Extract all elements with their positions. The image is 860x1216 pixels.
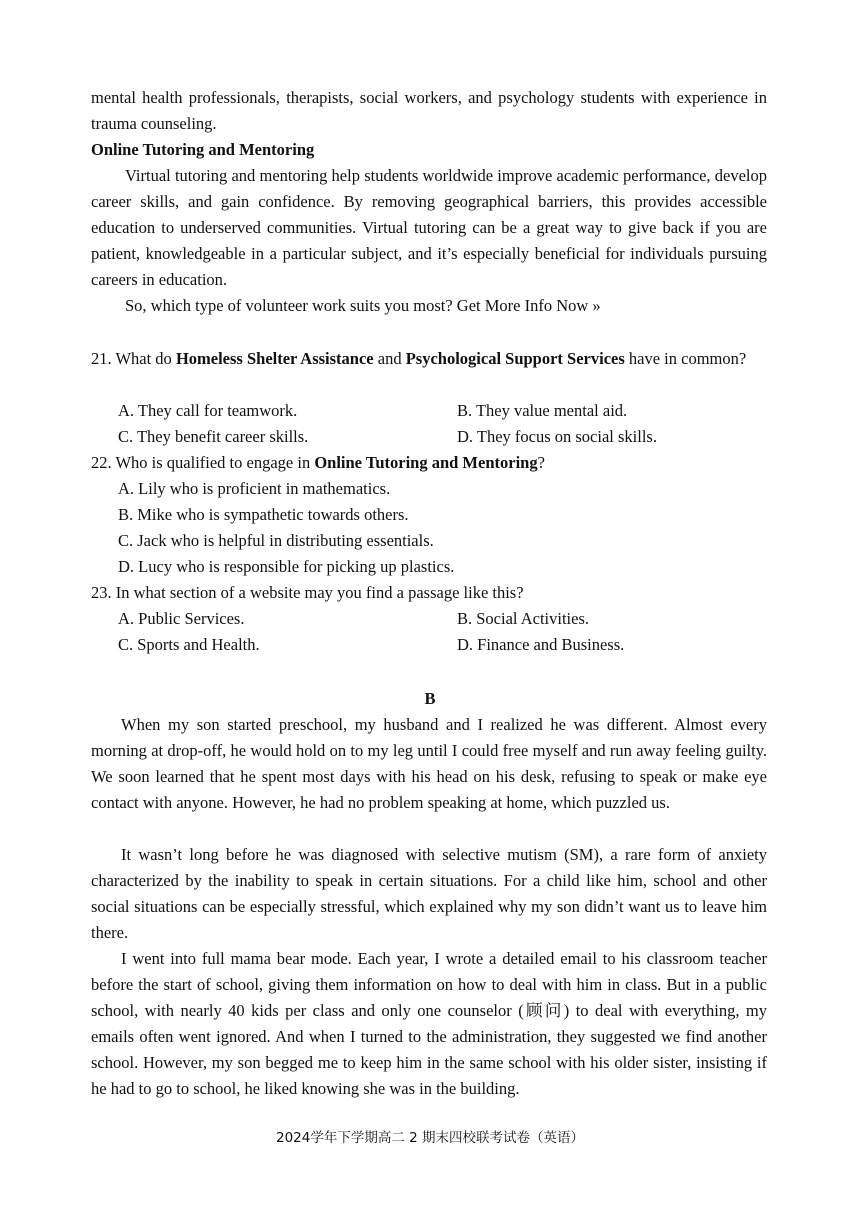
- q23-option-b: B. Social Activities.: [457, 609, 589, 628]
- q22-bold-term: Online Tutoring and Mentoring: [314, 453, 538, 472]
- page-footer: 2024学年下学期高二 2 期末四校联考试卷（英语）: [275, 1130, 585, 1146]
- tutoring-paragraph: Virtual tutoring and mentoring help students worldwide improve academic performance, develop career skills, and gain confidence. By removing geographical barriers, this provides accessible education to underserved communities. Virtual tutoring can be a great way to give back if you are patient, knowledgeable in a particular subject, and it’s especially beneficial for individuals pursuing careers in education.: [91, 166, 767, 289]
- q21-bold-term-2: Psychological Support Services: [405, 349, 625, 368]
- q21-option-c: C. They benefit career skills.: [118, 427, 309, 446]
- q23-option-c: C. Sports and Health.: [118, 635, 260, 654]
- q22-option-c: C. Jack who is helpful in distributing essentials.: [118, 531, 434, 550]
- q21-option-b: B. They value mental aid.: [457, 401, 628, 420]
- intro-paragraph: mental health professionals, therapists, social workers, and psychology students with experience in trauma counseling.: [91, 88, 767, 133]
- q23-option-a: A. Public Services.: [118, 609, 245, 628]
- passage-b-paragraph-1: When my son started preschool, my husband and I realized he was different. Almost every morning at drop-off, he would hold on to my leg until I could free myself and run away feeling guilty. We soon learned that he spent most days with his head on his desk, refusing to speak or make eye contact with anyone. However, he had no problem speaking at home, which puzzled us.: [91, 715, 767, 812]
- question-22: 22. Who is qualified to engage in Online Tutoring and Mentoring?: [91, 453, 545, 472]
- q22-option-d: D. Lucy who is responsible for picking up plastics.: [118, 557, 455, 576]
- passage-b-paragraph-2: It wasn’t long before he was diagnosed with selective mutism (SM), a rare form of anxiety characterized by the inability to speak in certain situations. For a child like him, school and other social situations can be especially stressful, which explained why my son didn’t want us to leave him there.: [91, 845, 767, 942]
- passage-b-paragraph-3: I went into full mama bear mode. Each year, I wrote a detailed email to his classroom teacher before the start of school, giving them information on how to deal with him in class. But in a public school, with nearly 40 kids per class and only one counselor (顾问) to deal with everything, my emails often went ignored. And when I turned to the administration, they suggested we find another school. However, my son begged me to keep him in the same school with his older sister, insisting if he had to go to school, he liked knowing she was in the building.: [91, 949, 767, 1098]
- q21-bold-term-1: Homeless Shelter Assistance: [175, 349, 374, 368]
- q22-option-b: B. Mike who is sympathetic towards others.: [118, 505, 409, 524]
- q21-option-a: A. They call for teamwork.: [118, 401, 298, 420]
- section-b-label: B: [424, 689, 436, 708]
- closing-paragraph: So, which type of volunteer work suits you most? Get More Info Now »: [125, 296, 601, 315]
- question-21: 21. What do Homeless Shelter Assistance and Psychological Support Services have in common?: [91, 349, 747, 368]
- q23-option-d: D. Finance and Business.: [457, 635, 625, 654]
- q21-option-d: D. They focus on social skills.: [457, 427, 657, 446]
- tutoring-heading: Online Tutoring and Mentoring: [91, 140, 315, 159]
- question-23: 23. In what section of a website may you find a passage like this?: [91, 583, 524, 602]
- q22-option-a: A. Lily who is proficient in mathematics.: [118, 479, 391, 498]
